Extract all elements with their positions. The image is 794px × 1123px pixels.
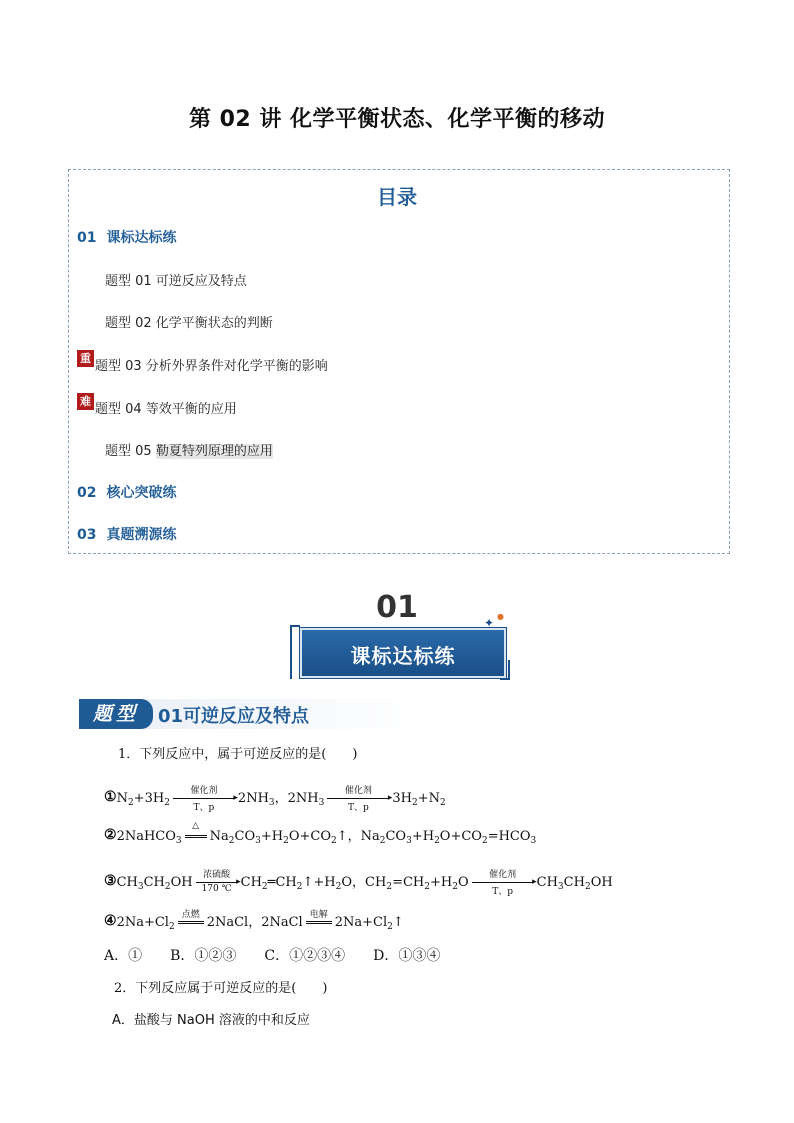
circled-2: ② <box>104 827 117 843</box>
sparkle-icon: ✦ <box>484 616 495 630</box>
topic-badge: 题型 <box>79 699 153 729</box>
circled-1: ① <box>104 789 117 805</box>
toc-item-prefix: 题型 05 <box>105 444 156 459</box>
toc-item-type03[interactable]: 题型 03 分析外界条件对化学平衡的影响 <box>95 359 328 374</box>
toc-section-number: 02 <box>77 485 97 501</box>
toc-heading: 目录 <box>377 185 417 209</box>
toc-item-type01[interactable]: 题型 01 可逆反应及特点 <box>105 274 247 289</box>
topic-title: 01可逆反应及特点 <box>158 706 310 727</box>
key-tag-icon: 重 <box>77 350 94 367</box>
reaction-line-4: $④2Na+Cl_2$ 点燃 2NaCl，2NaCl 电解 $2Na+Cl_2↑$ <box>104 909 404 932</box>
circled-4: ④ <box>104 913 117 929</box>
question-1-options: A．① B．①②③ C．①②③④ D．①③④ <box>104 948 441 964</box>
toc-section-02[interactable] <box>77 482 176 502</box>
electrolysis-arrow-icon: 电解 <box>306 915 332 931</box>
heat-arrow-icon: △ <box>185 829 207 845</box>
section-banner-label: 课标达标练 <box>350 644 456 668</box>
circled-3: ③ <box>104 873 117 889</box>
toc-item-type05[interactable] <box>105 440 273 459</box>
dehydration-arrow-icon: 浓硫酸 ▸ 170 ℃ <box>196 875 238 891</box>
reaction-line-2: ②2NaHCO$_3$ △ $Na_2CO_3+H_2O+CO_2↑$，$Na_2CO_3+H_2O+CO_2=HCO_3$ <box>104 820 537 846</box>
toc-section-label: 真题溯源练 <box>106 527 177 543</box>
toc-item-highlight: 勒夏特列原理的应用 <box>155 444 273 459</box>
ignite-arrow-icon: 点燃 <box>178 915 204 931</box>
toc-item-type02[interactable]: 题型 02 化学平衡状态的判断 <box>105 316 273 331</box>
difficult-tag-icon: 难 <box>77 393 94 410</box>
bracket-left-decoration <box>290 625 300 679</box>
page-title: 第 02 讲 化学平衡状态、化学平衡的移动 <box>188 107 606 132</box>
reaction-line-3: $③CH_3CH_2OH$ 浓硫酸 ▸ 170 ℃ $CH_2═CH_2↑+H_2O$，$CH_2=CH_2+H_2O$ 催化剂 ▸ T、p $CH_3CH_2OH$ <box>104 869 613 897</box>
section-number: 01 <box>376 590 418 625</box>
question-2-option-a: A．盐酸与 NaOH 溶液的中和反应 <box>112 1013 310 1028</box>
sparkle-dot-icon: ● <box>497 612 504 621</box>
reaction-line-1: $①N_2+3H_2$ 催化剂 ▸ T、p $2NH_3$，$2NH_3$ 催化剂 ▸ T、p $3H_2+N_2$ <box>104 785 446 813</box>
toc-section-number: 03 <box>77 527 97 543</box>
toc-section-label: 课标达标练 <box>106 230 177 246</box>
toc-section-03[interactable] <box>77 524 176 544</box>
reversible-arrow-icon: 催化剂 ▸ T、p <box>173 791 235 807</box>
toc-section-label: 核心突破练 <box>106 485 177 501</box>
toc-section-01[interactable] <box>77 227 176 247</box>
toc-section-number: 01 <box>77 230 97 246</box>
toc-item-type04[interactable]: 题型 04 等效平衡的应用 <box>95 402 237 417</box>
hydration-arrow-icon: 催化剂 ▸ T、p <box>472 875 534 891</box>
question-2-stem: 2．下列反应属于可逆反应的是( ) <box>114 981 328 996</box>
question-1-stem: 1．下列反应中，属于可逆反应的是( ) <box>118 747 358 762</box>
reversible-arrow-icon: 催化剂 ▸ T、p <box>327 791 389 807</box>
